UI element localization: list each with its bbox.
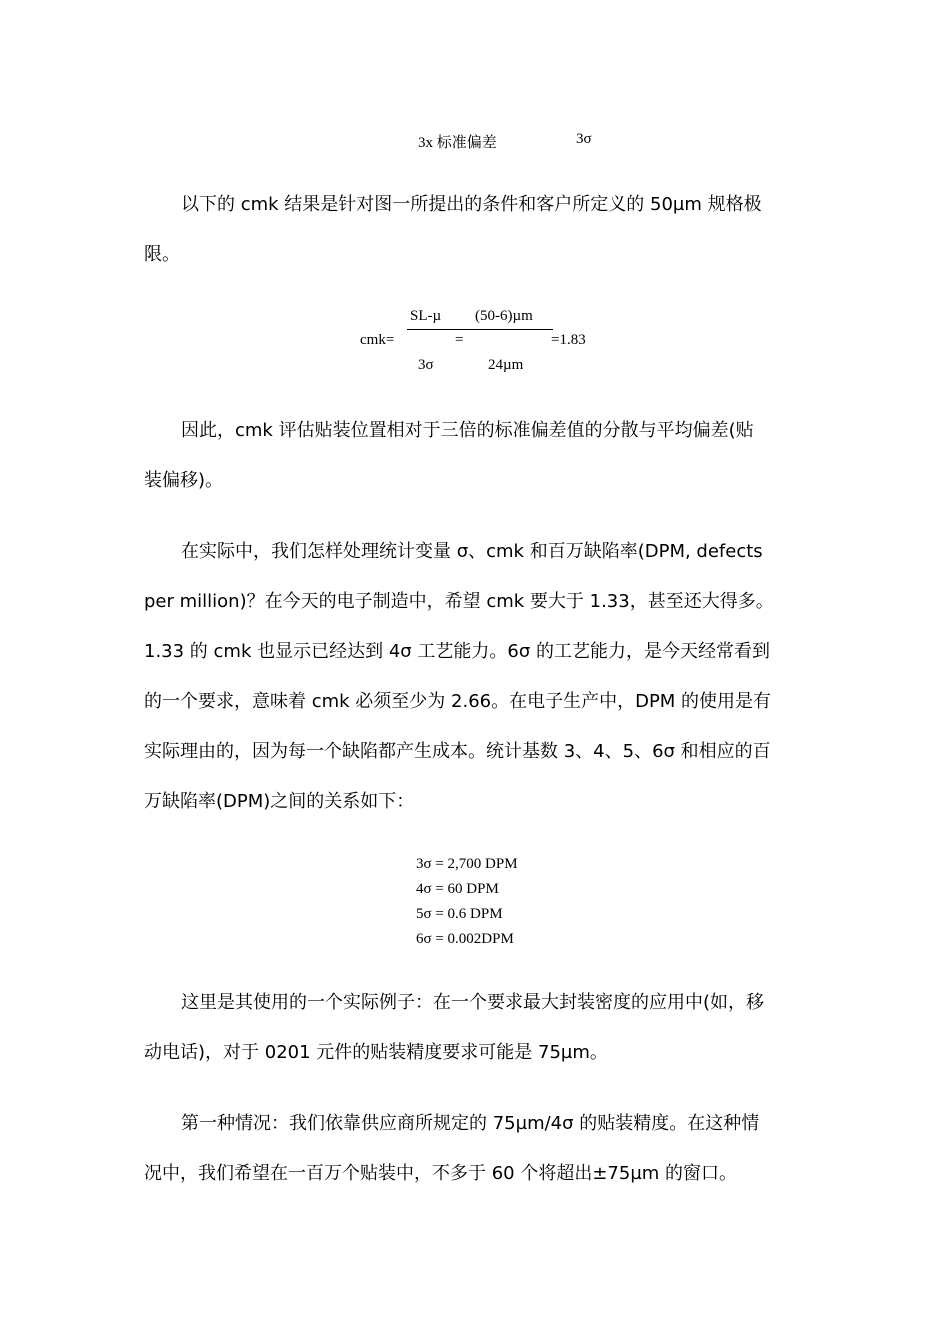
cmk-result: =1.83 (551, 332, 586, 348)
fraction-bar (407, 329, 553, 330)
paragraph-line: 以下的 cmk 结果是针对图一所提出的条件和客户所定义的 50µm 规格极 (181, 194, 762, 215)
sigma-dpm-item: 3σ = 2,700 DPM (416, 856, 518, 872)
paragraph-line: 万缺陷率(DPM)之间的关系如下： (144, 791, 415, 812)
sigma-dpm-list (416, 852, 518, 952)
paragraph-line: 在实际中，我们怎样处理统计变量 σ、cmk 和百万缺陷率(DPM, defects (181, 541, 763, 562)
cmk-denominator-2: 24µm (488, 357, 524, 373)
cmk-denominator-1: 3σ (418, 357, 434, 373)
paragraph-5 (144, 1099, 808, 1199)
paragraph-line: 因此，cmk 评估贴装位置相对于三倍的标准偏差值的分散与平均偏差(贴 (181, 420, 754, 441)
paragraph-1 (144, 180, 808, 280)
sigma-dpm-item: 4σ = 60 DPM (416, 881, 499, 897)
paragraph-line: per million)？在今天的电子制造中，希望 cmk 要大于 1.33，甚至还大得多。 (144, 591, 774, 612)
paragraph-2 (144, 406, 808, 506)
cmk-label: cmk= (360, 332, 395, 348)
paragraph-line: 动电话)，对于 0201 元件的贴装精度要求可能是 75µm。 (144, 1042, 608, 1063)
sigma-dpm-item: 6σ = 0.002DPM (416, 931, 514, 947)
paragraph-4 (144, 978, 808, 1078)
formula-top-right: 3σ (576, 131, 592, 147)
cmk-numerator-1: SL-µ (410, 308, 442, 324)
cmk-equals: = (455, 332, 464, 348)
paragraph-line: 况中，我们希望在一百万个贴装中，不多于 60 个将超出±75µm 的窗口。 (144, 1163, 738, 1184)
sigma-dpm-item: 5σ = 0.6 DPM (416, 906, 503, 922)
paragraph-line: 的一个要求，意味着 cmk 必须至少为 2.66。在电子生产中，DPM 的使用是有 (144, 691, 772, 712)
paragraph-line: 这里是其使用的一个实际例子：在一个要求最大封装密度的应用中(如，移 (181, 992, 765, 1013)
paragraph-line: 装偏移)。 (144, 470, 224, 491)
paragraph-line: 第一种情况：我们依靠供应商所规定的 75µm/4σ 的贴装精度。在这种情 (181, 1113, 760, 1134)
paragraph-3 (144, 527, 808, 827)
paragraph-line: 实际理由的，因为每一个缺陷都产生成本。统计基数 3、4、5、6σ 和相应的百 (144, 741, 771, 762)
cmk-numerator-2: (50-6)µm (475, 308, 533, 324)
paragraph-line: 1.33 的 cmk 也显示已经达到 4σ 工艺能力。6σ 的工艺能力，是今天经常看到 (144, 641, 770, 662)
paragraph-line: 限。 (144, 244, 180, 265)
formula-top-left: 3x 标准偏差 (418, 135, 497, 151)
